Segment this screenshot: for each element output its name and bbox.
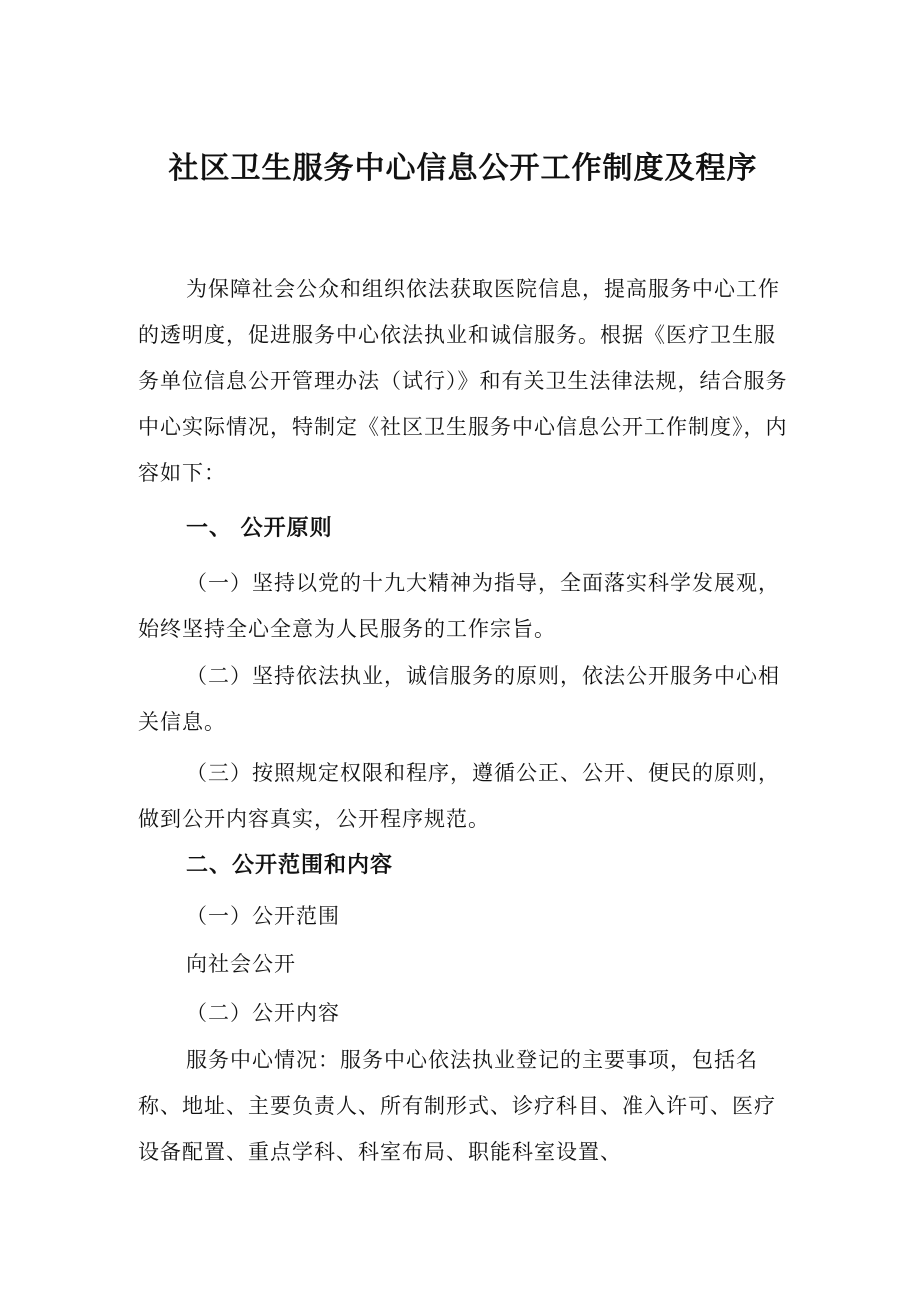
section-2-heading: 二、公开范围和内容 bbox=[186, 853, 394, 878]
principle-1-paragraph: （一）坚持以党的十九大精神为指导，全面落实科学发展观，始终坚持全心全意为人民服务的工作宗旨。 bbox=[138, 571, 780, 641]
scope-label: （一）公开范围 bbox=[186, 904, 340, 928]
principle-2-paragraph: （二）坚持依法执业，诚信服务的原则，依法公开服务中心相关信息。 bbox=[138, 664, 780, 734]
scope-text: 向社会公开 bbox=[186, 952, 296, 976]
document-title: 社区卫生服务中心信息公开工作制度及程序 bbox=[168, 151, 758, 186]
content-label: （二）公开内容 bbox=[186, 1001, 340, 1025]
content-paragraph: 服务中心情况：服务中心依法执业登记的主要事项，包括名称、地址、主要负责人、所有制形式、诊疗科目、准入许可、医疗设备配置、重点学科、科室布局、职能科室设置、 bbox=[138, 1048, 776, 1164]
intro-paragraph: 为保障社会公众和组织依法获取医院信息，提高服务中心工作的透明度，促进服务中心依法执业和诚信服务。根据《医疗卫生服务单位信息公开管理办法（试行）》和有关卫生法律法规，结合服务中心实际情况，特制定《社区卫生服务中心信息公开工作制度》，内容如下： bbox=[138, 277, 788, 485]
section-1-heading: 一、 公开原则 bbox=[186, 516, 333, 541]
principle-3-paragraph: （三）按照规定权限和程序，遵循公正、公开、便民的原则，做到公开内容真实，公开程序规范。 bbox=[138, 761, 780, 831]
